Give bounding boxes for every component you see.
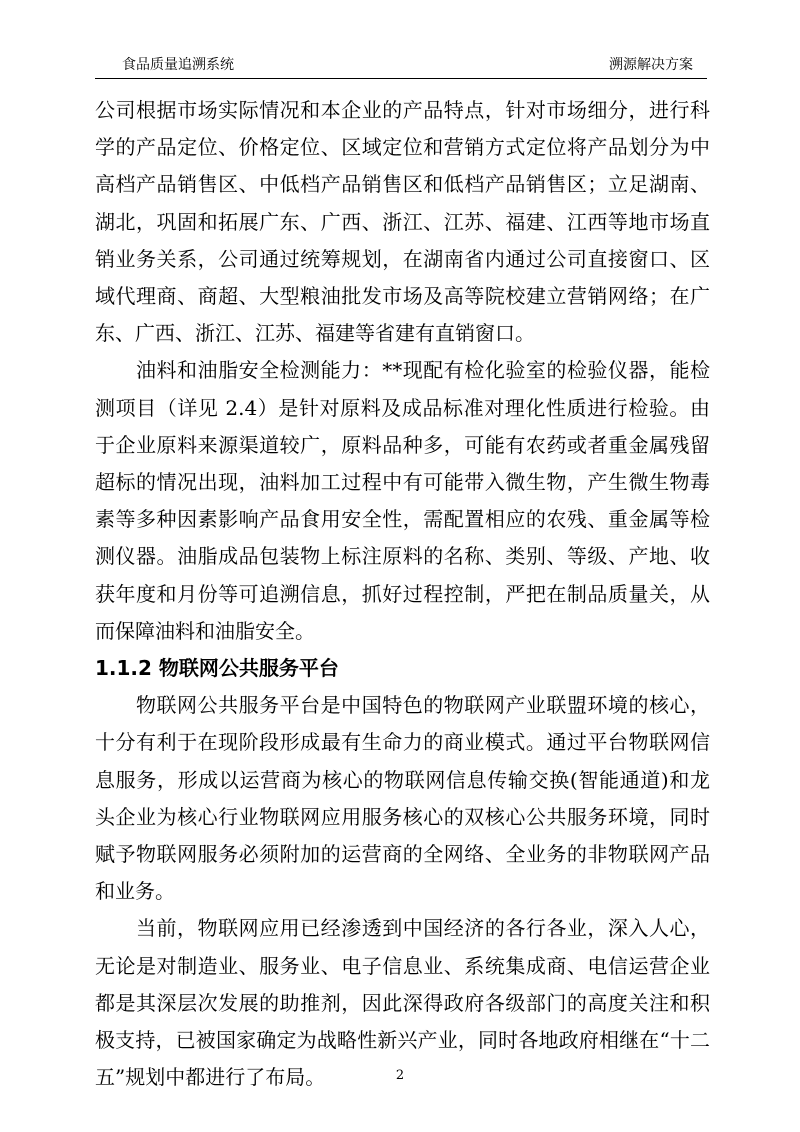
paragraph-safety-testing: 油料和油脂安全检测能力：**现配有检化验室的检验仪器，能检测项目（详见 2.4）是针对原料及成品标准对理化性质进行检验。由于企业原料来源渠道较广，原料品种多，可能有农药或者重金属残留超标的情况出现，油料加工过程中有可能带入微生物，产生微生物毒素等多种因素影响产品食用安全性，需配置相应的农残、重金属等检测仪器。油脂成品包装物上标注原料的名称、类别、等级、产地、收获年度和月份等可追溯信息，抓好过程控制，严把在制品质量关，从而保障油料和油脂安全。 (95, 358, 710, 643)
document-body (95, 92, 710, 1096)
page-header (95, 52, 707, 79)
header-section-title: 溯源解决方案 (609, 57, 693, 73)
header-document-title: 食品质量追溯系统 (122, 57, 234, 73)
section-heading: 1.1.2 物联网公共服务平台 (95, 656, 339, 681)
page-number: 2 (395, 1068, 405, 1083)
paragraph-marketing: 公司根据市场实际情况和本企业的产品特点，针对市场细分，进行科学的产品定位、价格定位、区域定位和营销方式定位将产品划分为中高档产品销售区、中低档产品销售区和低档产品销售区；立足湖南、湖北，巩固和拓展广东、广西、浙江、江苏、福建、江西等地市场直销业务关系，公司通过统筹规划，在湖南省内通过公司直接窗口、区域代理商、商超、大型粮油批发市场及高等院校建立营销网络；在广东、广西、浙江、江苏、福建等省建有直销窗口。 (95, 98, 710, 346)
paragraph-iot-platform: 物联网公共服务平台是中国特色的物联网产业联盟环境的核心，十分有利于在现阶段形成最有生命力的商业模式。通过平台物联网信息服务，形成以运营商为核心的物联网信息传输交换(智能通道)和龙头企业为核心行业物联网应用服务核心的双核心公共服务环境，同时赋予物联网服务必须附加的运营商的全网络、全业务的非物联网产品和业务。 (95, 693, 710, 904)
paragraph-iot-applications: 当前，物联网应用已经渗透到中国经济的各行各业，深入人心，无论是对制造业、服务业、电子信息业、系统集成商、电信运营企业都是其深层次发展的助推剂，因此深得政府各级部门的高度关注和积极支持，已被国家确定为战略性新兴产业，同时各地政府相继在“十二五”规划中都进行了布局。 (95, 916, 710, 1090)
